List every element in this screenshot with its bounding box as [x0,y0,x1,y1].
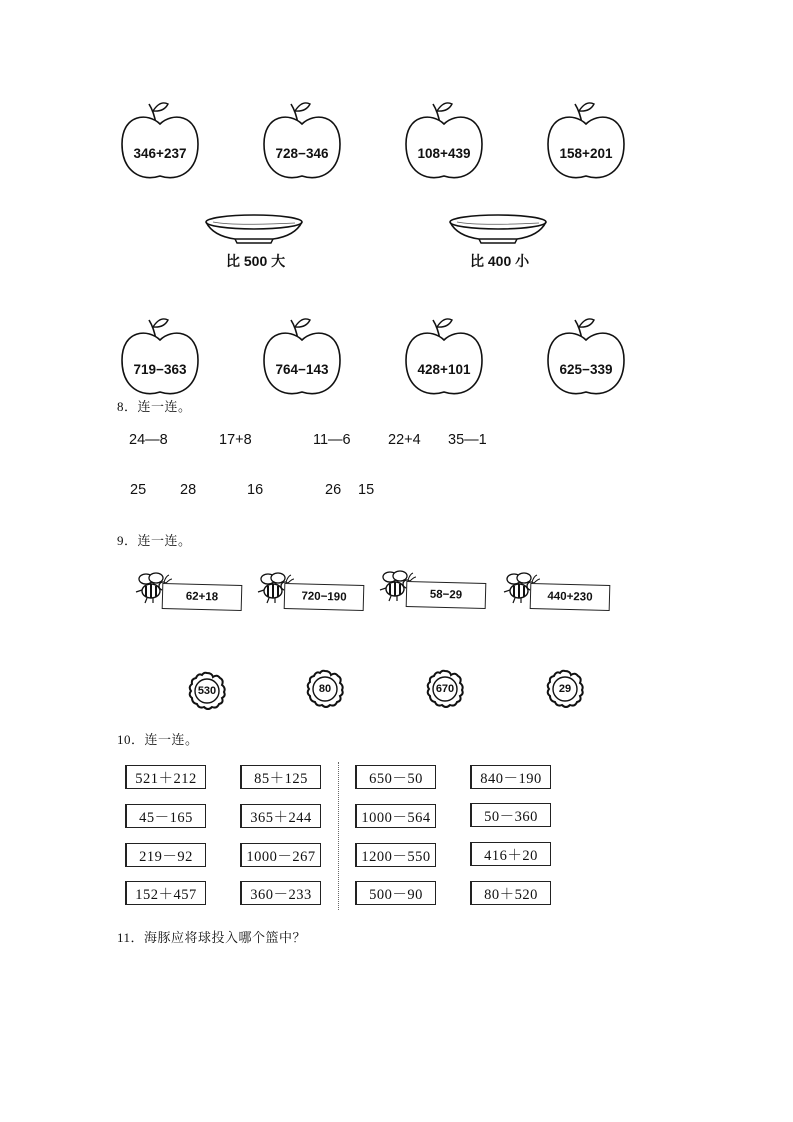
result-box: 500－90 [355,881,436,905]
apple-expression: 108+439 [417,146,471,161]
q8-answer: 28 [180,482,197,498]
apple-card [404,98,484,190]
result-box: 840－190 [470,765,551,789]
q9-title: 9．连一连。 [117,533,192,548]
apple-icon [262,98,342,190]
expression-box: 1000－267 [240,843,321,867]
apple-icon [120,98,200,190]
result-box: 1000－564 [355,804,436,828]
q8-answer: 25 [130,482,147,498]
bee-card [134,570,246,618]
expression-box: 360－233 [240,881,321,905]
q8-answer: 15 [358,482,375,498]
expression-box: 152＋457 [125,881,206,905]
flower-number: 670 [435,683,455,695]
q11-title: 11．海豚应将球投入哪个篮中？ [117,930,307,945]
q10-title: 10．连一连。 [117,732,199,747]
divider-dotted [338,762,339,910]
bee-expression-card: 62+18 [162,583,243,611]
apple-expression: 764−143 [275,362,329,377]
bee-card [256,570,368,618]
expression-box: 45－165 [125,804,206,828]
apple-card [546,314,626,406]
flower-card [305,669,345,709]
plate-icon [203,212,305,248]
apple-icon [404,314,484,406]
q8-expression: 11—6 [313,432,351,448]
q8-answer: 16 [247,482,264,498]
result-box: 80＋520 [470,881,551,905]
apple-icon [546,98,626,190]
plate-icon [447,212,549,248]
apple-icon [120,314,200,406]
flower-number: 80 [318,683,332,695]
bee-expression-card: 58−29 [406,581,487,609]
result-box: 650－50 [355,765,436,789]
q8-answer: 26 [325,482,342,498]
q8-expression: 17+8 [219,432,252,448]
apple-expression: 719−363 [133,362,187,377]
result-box: 416＋20 [470,842,551,866]
result-box: 50－360 [470,803,551,827]
flower-card [187,671,227,711]
apple-icon [262,314,342,406]
apple-card [262,98,342,190]
q8-expression: 24—8 [129,432,168,448]
plate-label: 比 500 大 [226,253,286,269]
apple-expression: 625−339 [559,362,613,377]
expression-box: 85＋125 [240,765,321,789]
flower-number: 29 [558,683,572,695]
apple-card [546,98,626,190]
apple-expression: 158+201 [559,146,613,161]
apple-icon [546,314,626,406]
flower-number: 530 [197,685,217,697]
bee-expression-card: 720−190 [284,583,365,611]
apple-card [120,98,200,190]
apple-icon [404,98,484,190]
q8-title: 8．连一连。 [117,399,192,414]
apple-card [120,314,200,406]
bee-card [502,570,614,618]
expression-box: 219－92 [125,843,206,867]
apple-expression: 346+237 [133,146,187,161]
bee-expression-card: 440+230 [530,583,611,611]
apple-expression: 428+101 [417,362,471,377]
flower-card [545,669,585,709]
q8-expression: 22+4 [388,432,421,448]
apple-expression: 728−346 [275,146,329,161]
plate-label: 比 400 小 [470,253,530,269]
flower-card [425,669,465,709]
apple-card [404,314,484,406]
expression-box: 365＋244 [240,804,321,828]
expression-box: 521＋212 [125,765,206,789]
q8-expression: 35—1 [448,432,487,448]
result-box: 1200－550 [355,843,436,867]
bee-card [378,568,490,616]
apple-card [262,314,342,406]
